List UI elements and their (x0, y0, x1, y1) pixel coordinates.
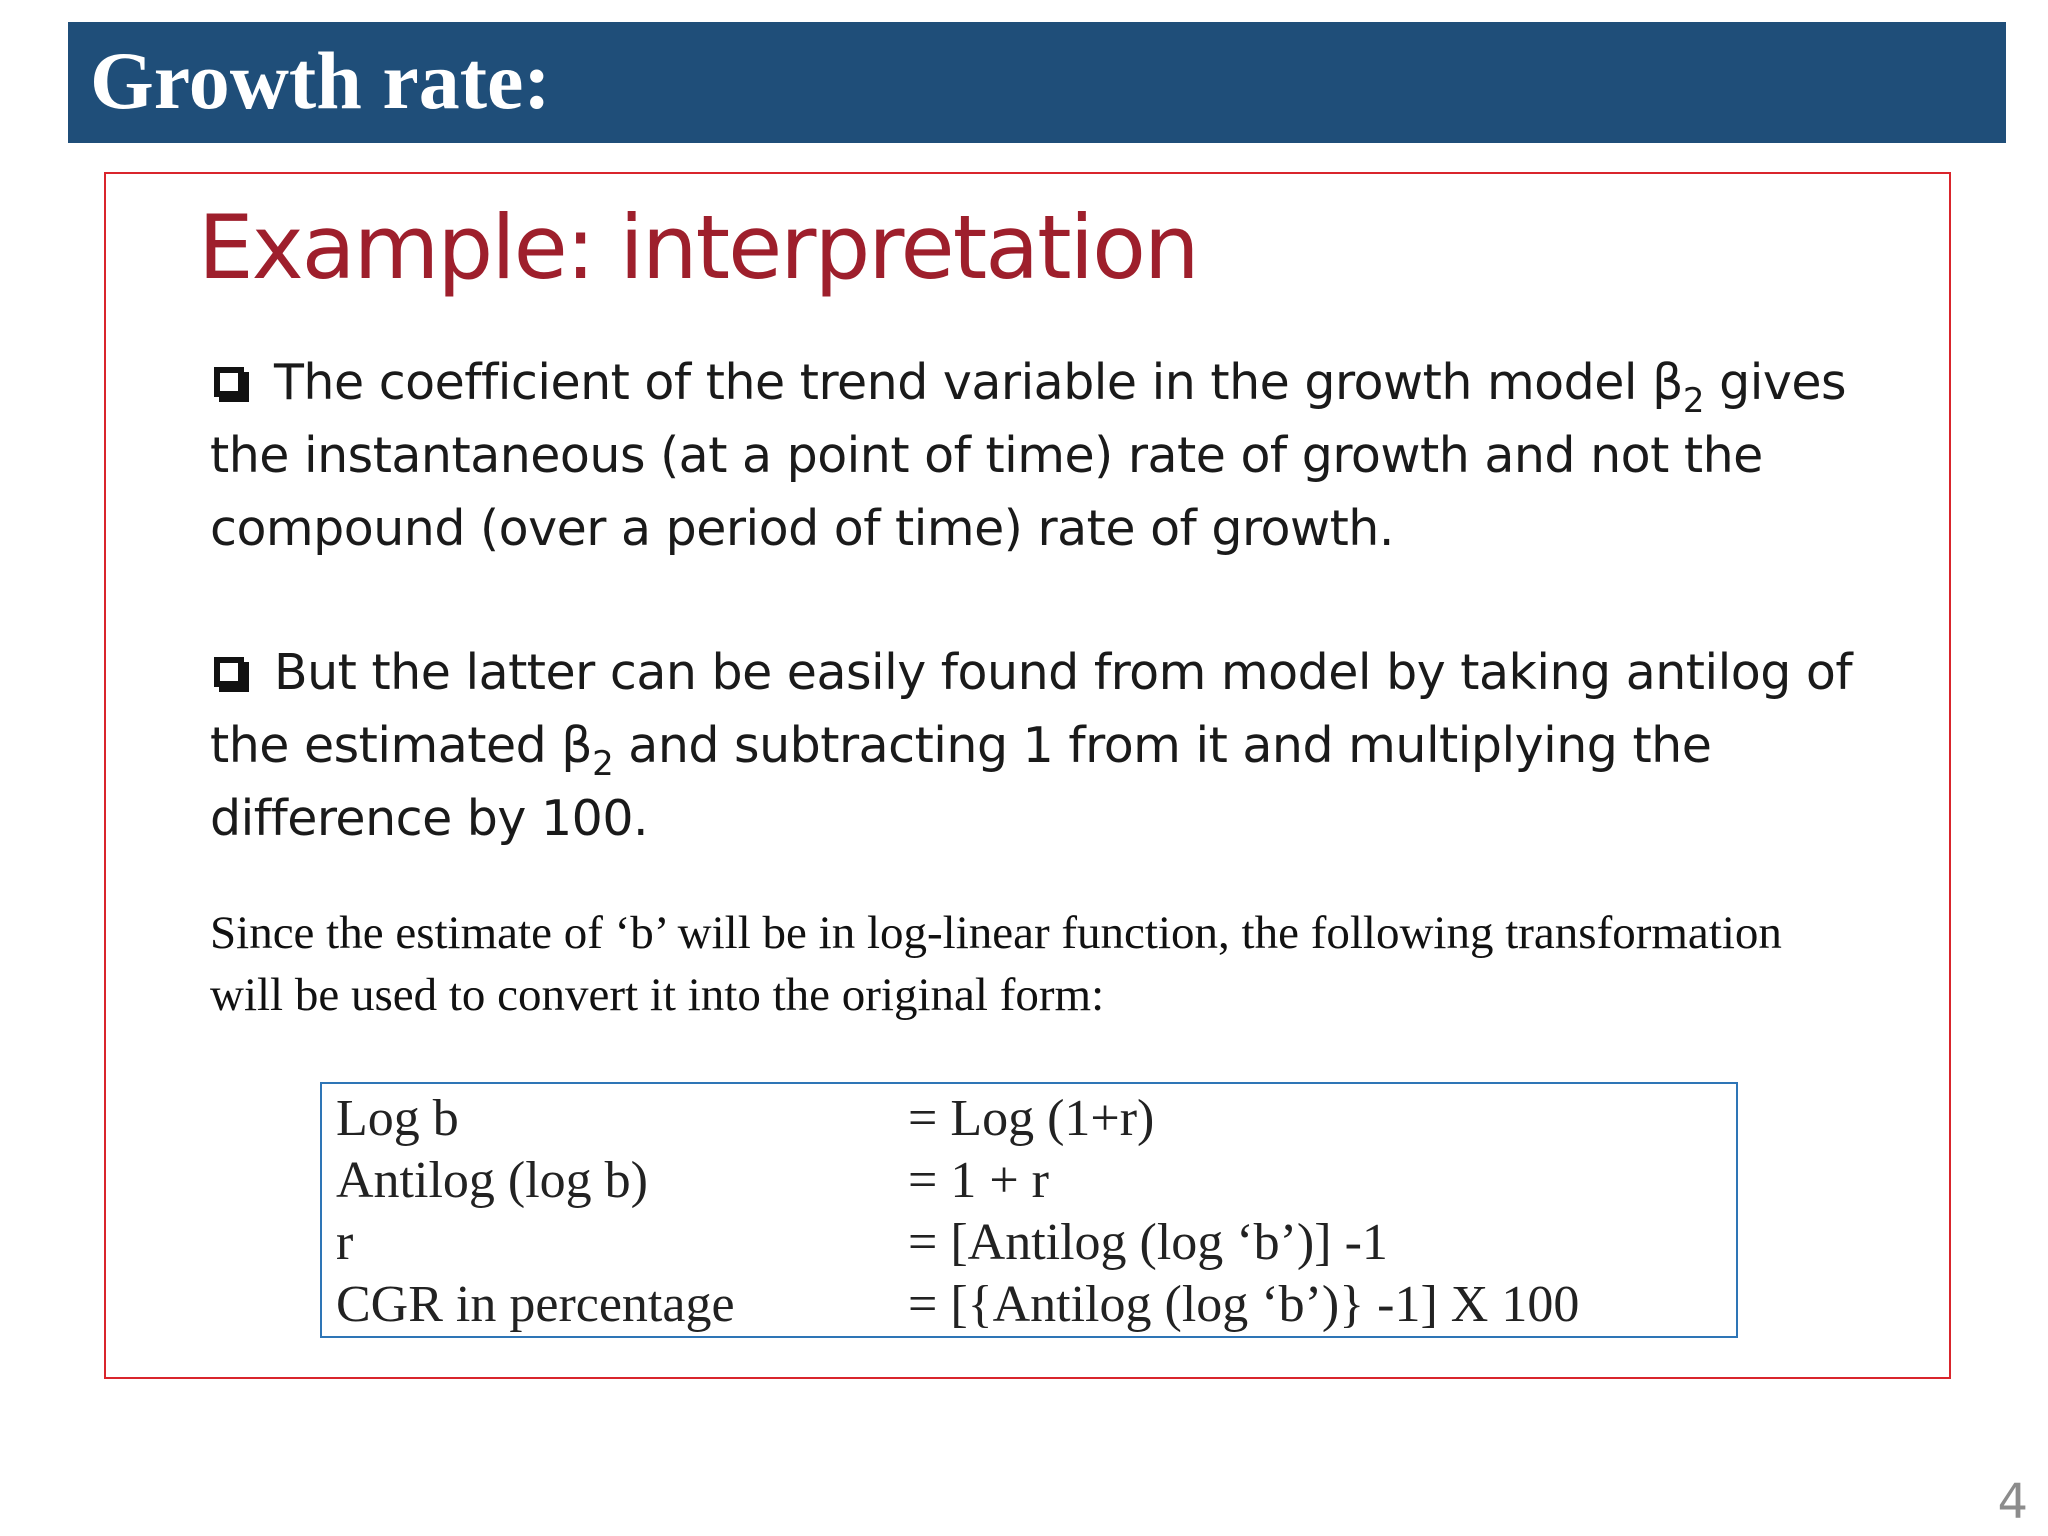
formula-right: = [{Antilog (log ‘b’)} -1] X 100 (908, 1276, 1580, 1333)
page-title: Growth rate: (90, 34, 551, 126)
page-number: 4 (1997, 1474, 2028, 1530)
formula-row (336, 1274, 1736, 1336)
formula-row (336, 1212, 1736, 1274)
transformation-paragraph: Since the estimate of ‘b’ will be in log-linear function, the following transformation will be used to convert it into the original form: (210, 907, 1782, 1021)
formula-right: = [Antilog (log ‘b’)] -1 (908, 1214, 1388, 1271)
content-frame (104, 172, 1951, 1379)
formula-right: = 1 + r (908, 1152, 1049, 1209)
formula-row (336, 1088, 1736, 1150)
formula-right: = Log (1+r) (908, 1090, 1155, 1147)
formula-box (320, 1082, 1738, 1338)
bullet-item-2 (210, 636, 1860, 855)
checkbox-bullet-icon (214, 367, 244, 397)
header-bar (68, 22, 2006, 143)
formula-row (336, 1150, 1736, 1212)
bullet-2-text-before: But the latter can be easily found from model by taking antilog of the estimated (210, 644, 1853, 774)
formula-left: r (336, 1214, 354, 1271)
formula-left: CGR in percentage (336, 1276, 735, 1333)
checkbox-bullet-icon (214, 657, 244, 687)
formula-left: Antilog (log b) (336, 1152, 648, 1209)
beta-symbol: $\beta_2$ (561, 717, 614, 784)
beta-symbol: $\beta_2$ (1652, 354, 1705, 421)
bullet-1-text-before: The coefficient of the trend variable in the growth model (274, 354, 1653, 411)
bullet-item-1 (210, 346, 1860, 565)
bullet-2-text-after: and subtracting 1 from it and multiplying the difference by 100. (210, 717, 1712, 847)
formula-left: Log b (336, 1090, 459, 1147)
bullet-1-text-after: gives the instantaneous (at a point of time) rate of growth and not the compound (over a period of time) rate of growth. (210, 354, 1846, 557)
example-title: Example: interpretation (198, 196, 1198, 299)
